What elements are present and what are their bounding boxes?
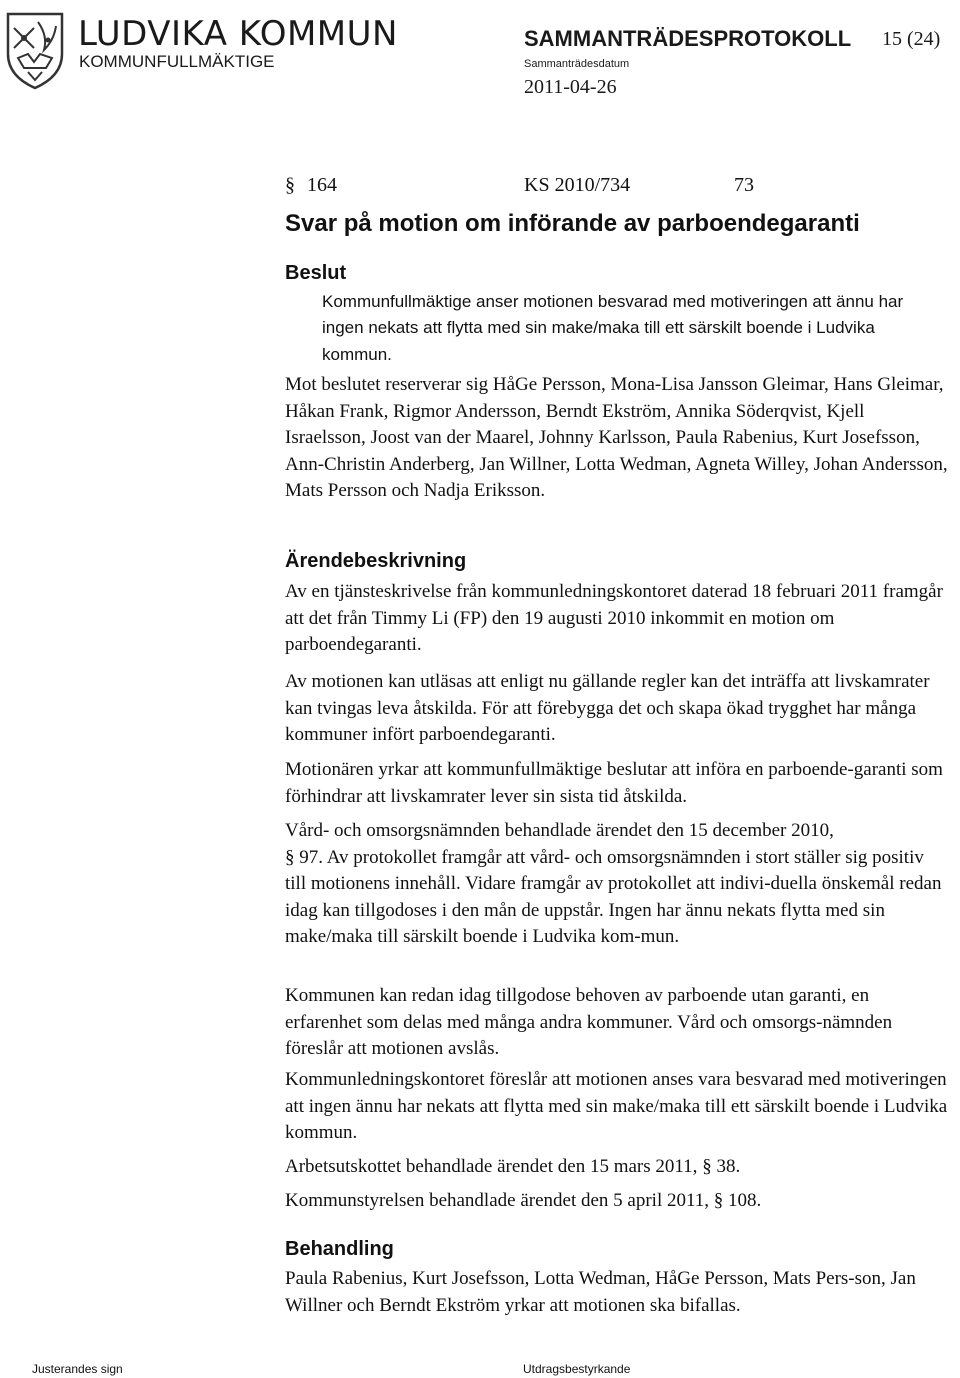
- case-title: Svar på motion om införande av parboendegaranti: [285, 210, 860, 237]
- arende-paragraph-5: Kommunen kan redan idag tillgodose behoven av parboende utan garanti, en erfarenhet som delas med många andra kommuner. Vård och omsorgs-nämnden föreslår att motionen avslås.: [285, 985, 893, 1060]
- paragraph-sign: §: [285, 846, 295, 868]
- footer-justerandes-sign: Justerandes sign: [32, 1362, 123, 1376]
- case-reference: 73: [734, 174, 754, 196]
- behandling-text: Paula Rabenius, Kurt Josefsson, Lotta Wedman, HåGe Persson, Mats Pers-son, Jan Willner och Berndt Ekström yrkar att motionen ska bifallas.: [285, 1268, 916, 1316]
- arende-paragraph-8: [285, 1188, 949, 1215]
- behandling-heading: Behandling: [285, 1238, 394, 1260]
- arende-heading: Ärendebeskrivning: [285, 550, 467, 572]
- reservation-text: Mot beslutet reserverar sig HåGe Persson, Mona-Lisa Jansson Gleimar, Hans Gleimar, Håkan Frank, Rigmor Andersson, Berndt Ekström, Annika Söderqvist, Kjell Israelsson, Joost van der Maarel, Johnny Karlsson, Paula Rabenius, Kurt Josefsson, Ann-Christin Anderberg, Jan Willner, Lotta Wedman, Agneta Willey, Johan Andersson, Mats Persson och Nadja Eriksson.: [285, 374, 948, 502]
- arende-paragraph-4-start: Vård- och omsorgsnämnden behandlade ärendet den 15 december 2010,: [285, 820, 834, 841]
- arende-paragraph-2: Av motionen kan utläsas att enligt nu gällande regler kan det inträffa att livskamrater kan tvingas leva åtskilda. För att förebygga det och skapa ökad trygghet har många kommuner infört parboendegaranti.: [285, 671, 930, 746]
- case-diary-number: KS 2010/734: [524, 174, 631, 196]
- page-number: 15 (24): [882, 28, 941, 50]
- paragraph-sign: §: [702, 1156, 712, 1177]
- arende-paragraph-4-rest: 97. Av protokollet framgår att vård- och omsorgsnämnden i stort ställer sig positiv till motionens innehåll. Vidare framgår av protokollet att indivi-duella önskemål redan idag kan tillgodoses i den mån de uppstår. Ingen har ännu nekats flytta med sin make/maka till särskilt boende i Ludvika kom-mun.: [285, 846, 942, 948]
- arende-paragraph-6: Kommunledningskontoret föreslår att motionen anses vara besvarad med motiveringen att ingen ännu har nekats att flytta med sin make/maka till ett särskilt boende i Ludvika kommun.: [285, 1069, 948, 1144]
- arende-paragraph-8-text: Kommunstyrelsen behandlade ärendet den 5 april 2011,: [285, 1190, 710, 1211]
- arende-paragraph-4: [285, 818, 949, 951]
- org-subtitle: KOMMUNFULLMÄKTIGE: [79, 52, 275, 71]
- arende-paragraph-1: Av en tjänsteskrivelse från kommunledningskontoret daterad 18 februari 2011 framgår att det från Timmy Li (FP) den 19 augusti 2010 inkommit en motion om parboendegaranti.: [285, 581, 943, 656]
- paragraph-sign: §: [713, 1190, 724, 1211]
- case-number: 164: [307, 174, 337, 196]
- arende-paragraph-7: [285, 1154, 949, 1181]
- footer-utdragsbestyrkande: Utdragsbestyrkande: [523, 1362, 631, 1376]
- meeting-date: 2011-04-26: [524, 76, 617, 98]
- org-name: LUDVIKA KOMMUN: [78, 14, 398, 54]
- beslut-heading: Beslut: [285, 262, 347, 284]
- arende-paragraph-8-ref: 108.: [728, 1190, 762, 1211]
- paragraph-sign: §: [285, 174, 295, 196]
- document-title: SAMMANTRÄDESPROTOKOLL: [524, 26, 852, 51]
- arende-paragraph-3: Motionären yrkar att kommunfullmäktige beslutar att införa en parboende-garanti som förhindrar att livskamrater lever sin sista tid åtskilda.: [285, 759, 943, 807]
- beslut-text: Kommunfullmäktige anser motionen besvarad med motiveringen att ännu har ingen nekats att flytta med sin make/maka till ett särskilt boende i Ludvika kommun.: [322, 292, 904, 364]
- arende-paragraph-7-text: Arbetsutskottet behandlade ärendet den 15 mars 2011,: [285, 1156, 698, 1177]
- arende-paragraph-7-ref: 38.: [716, 1156, 741, 1177]
- date-label: Sammanträdesdatum: [524, 58, 630, 70]
- municipal-coat-of-arms-icon: [4, 10, 66, 90]
